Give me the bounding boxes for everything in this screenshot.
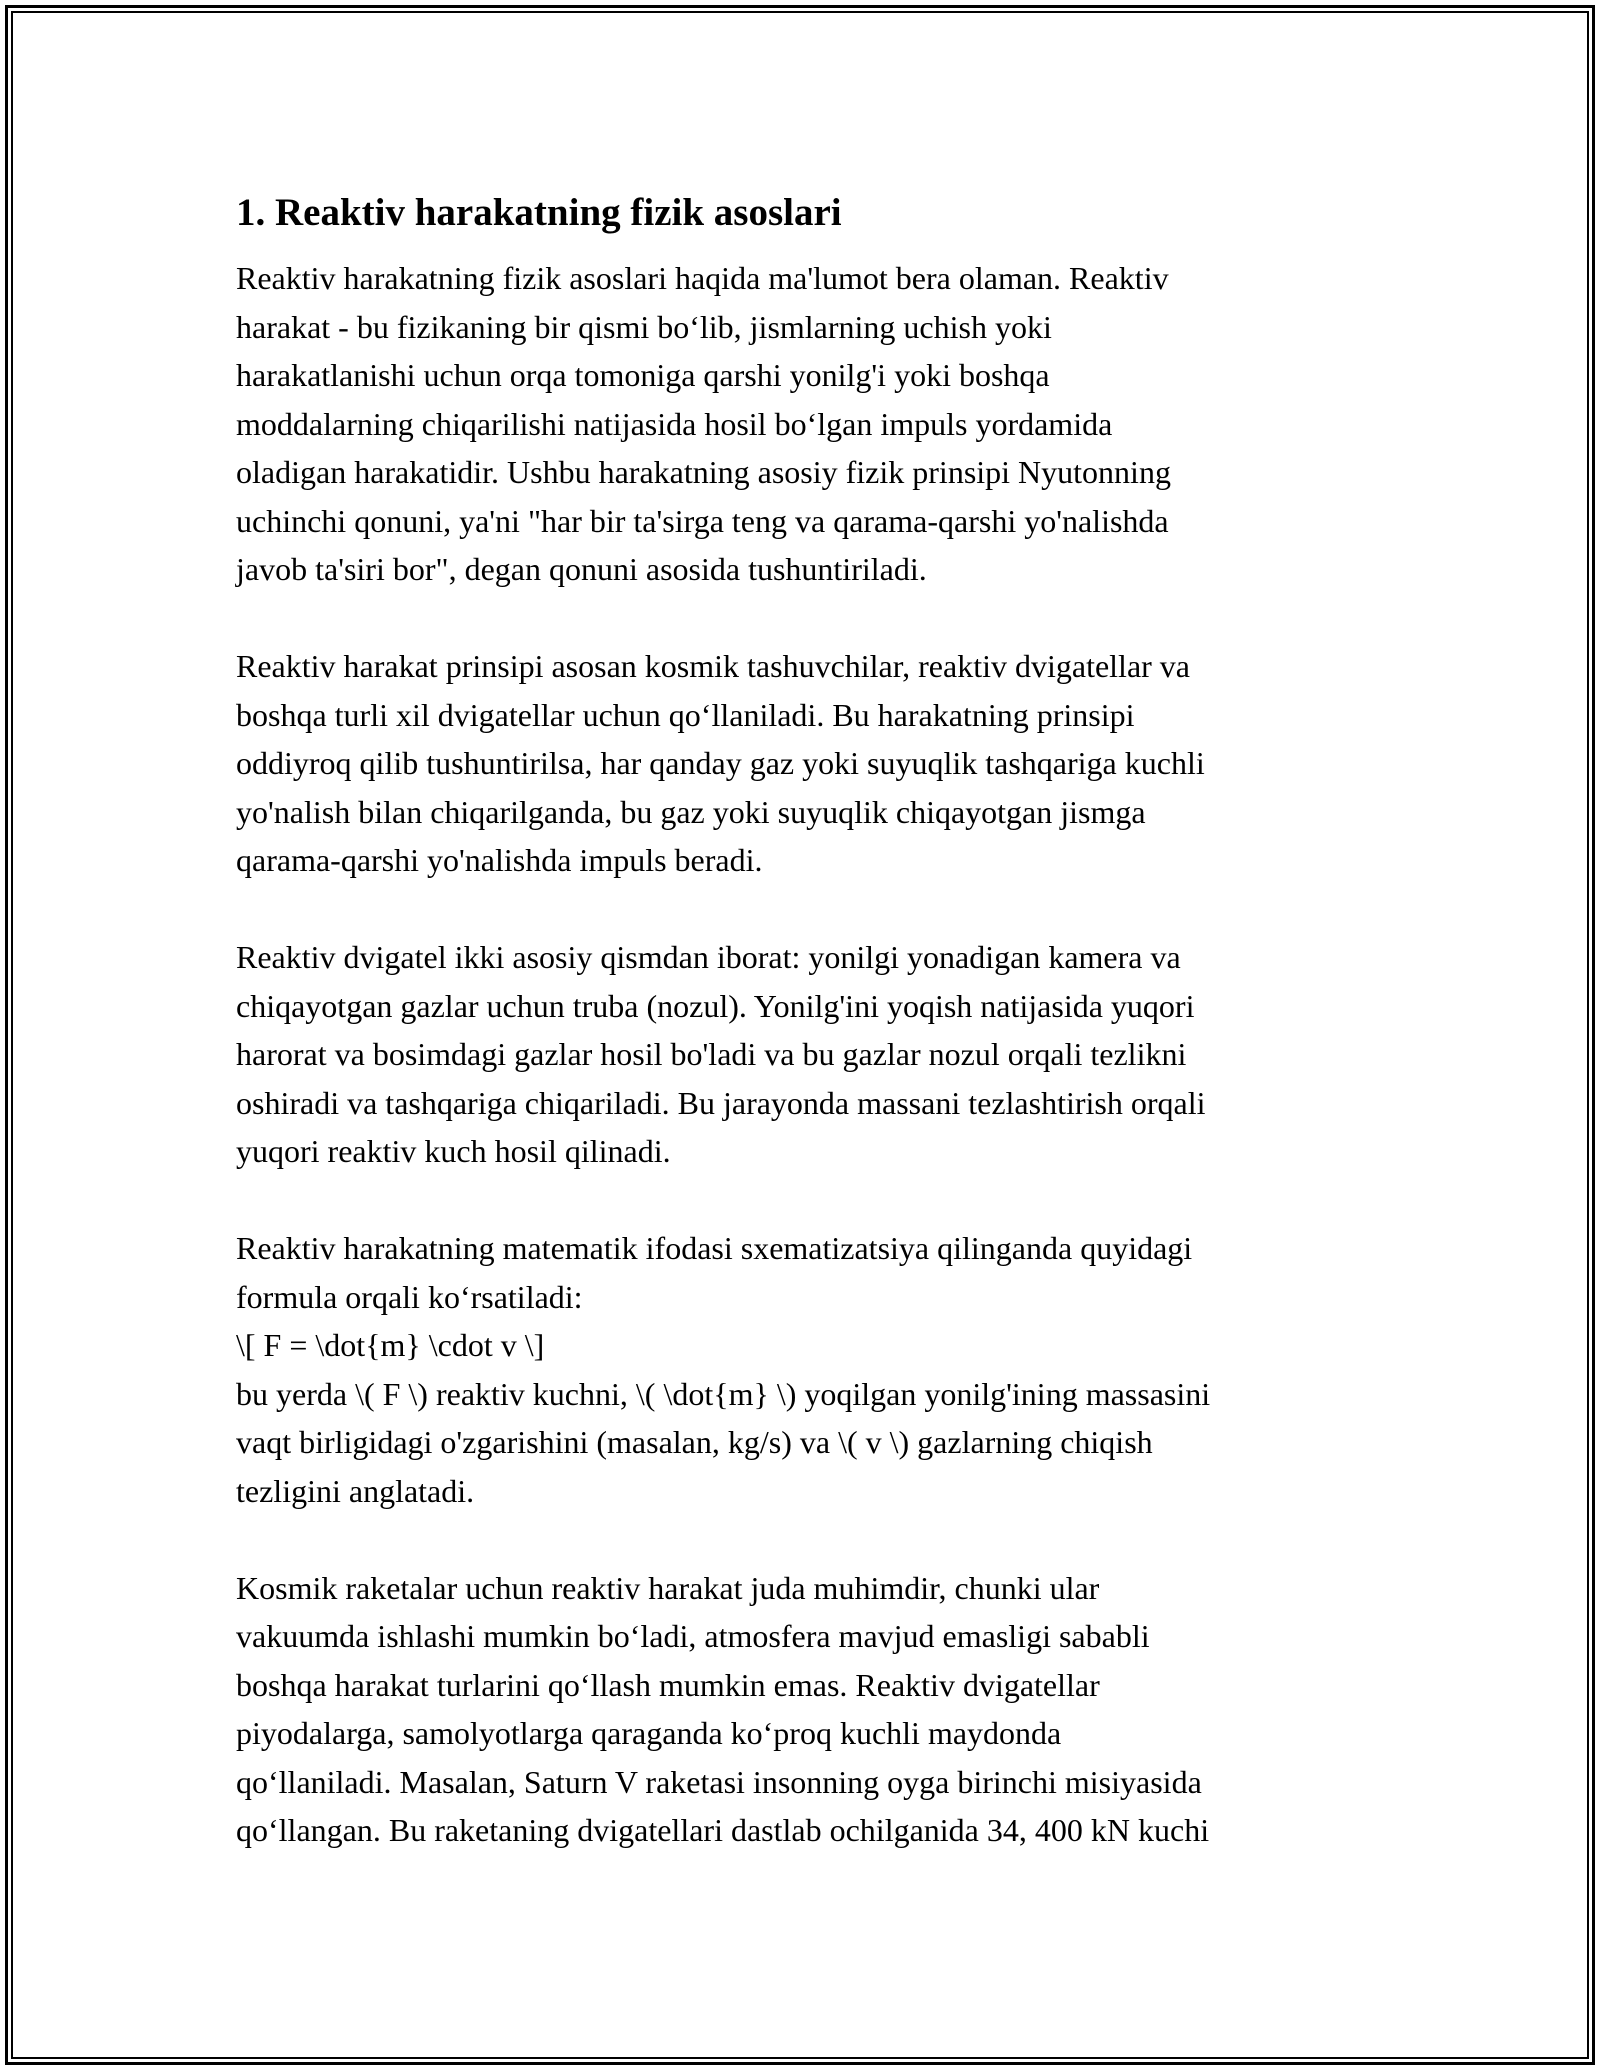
- document-body: [236, 188, 1361, 1903]
- paragraph-application: Reaktiv harakat prinsipi asosan kosmik tashuvchilar, reaktiv dvigatellar va boshqa turli xil dvigatellar uchun qo‘llaniladi. Bu harakatning prinsipi oddiyroq qilib tushuntirilsa, har qanday gaz yoki suyuqlik tashqariga kuchli yo'nalish bilan chiqarilganda, bu gaz yoki suyuqlik chiqayotgan jismga qarama-qarshi yo'nalishda impuls beradi.: [236, 648, 1205, 878]
- paragraph-engine-structure: Reaktiv dvigatel ikki asosiy qismdan iborat: yonilgi yonadigan kamera va chiqayotgan gazlar uchun truba (nozul). Yonilg'ini yoqish natijasida yuqori harorat va bosimdagi gazlar hosil bo'ladi va bu gazlar nozul orqali tezlikni oshiradi va tashqariga chiqariladi. Bu jarayonda massani tezlashtirish orqali yuqori reaktiv kuch hosil qilinadi.: [236, 939, 1206, 1169]
- paragraph-intro: Reaktiv harakatning fizik asoslari haqida ma'lumot bera olaman. Reaktiv harakat - bu fizikaning bir qismi bo‘lib, jismlarning uchish yoki harakatlanishi uchun orqa tomoniga qarshi yonilg'i yoki boshqa moddalarning chiqarilishi natijasida hosil bo‘lgan impuls yordamida oladigan harakatidir. Ushbu harakatning asosiy fizik prinsipi Nyutonning uchinchi qonuni, ya'ni "har bir ta'sirga teng va qarama-qarshi yo'nalishda javob ta'siri bor", degan qonuni asosida tushuntiriladi.: [236, 260, 1171, 587]
- section-heading: 1. Reaktiv harakatning fizik asoslari: [236, 191, 842, 234]
- paragraph-space-rockets: Kosmik raketalar uchun reaktiv harakat juda muhimdir, chunki ular vakuumda ishlashi mumkin bo‘ladi, atmosfera mavjud emasligi sababli boshqa harakat turlarini qo‘llash mumkin emas. Reaktiv dvigatellar piyodalarga, samolyotlarga qaraganda ko‘proq kuchli maydonda qo‘llaniladi. Masalan, Saturn V raketasi insonning oyga birinchi misiyasida qo‘llangan. Bu raketaning dvigatellari dastlab ochilganida 34, 400 kN kuchi: [236, 1569, 1210, 1848]
- paragraph-formula: Reaktiv harakatning matematik ifodasi sxematizatsiya qilinganda quyidagi formula orqali ko‘rsatiladi: \[ F = \dot{m} \cdot v \] bu yerda \( F \) reaktiv kuchni, \( \dot{m} \) yoqilgan yonilg'ining massasini vaqt birligidagi o'zgarishini (masalan, kg/s) va \( v \) gazlarning chiqish tezligini anglatadi.: [236, 1230, 1211, 1509]
